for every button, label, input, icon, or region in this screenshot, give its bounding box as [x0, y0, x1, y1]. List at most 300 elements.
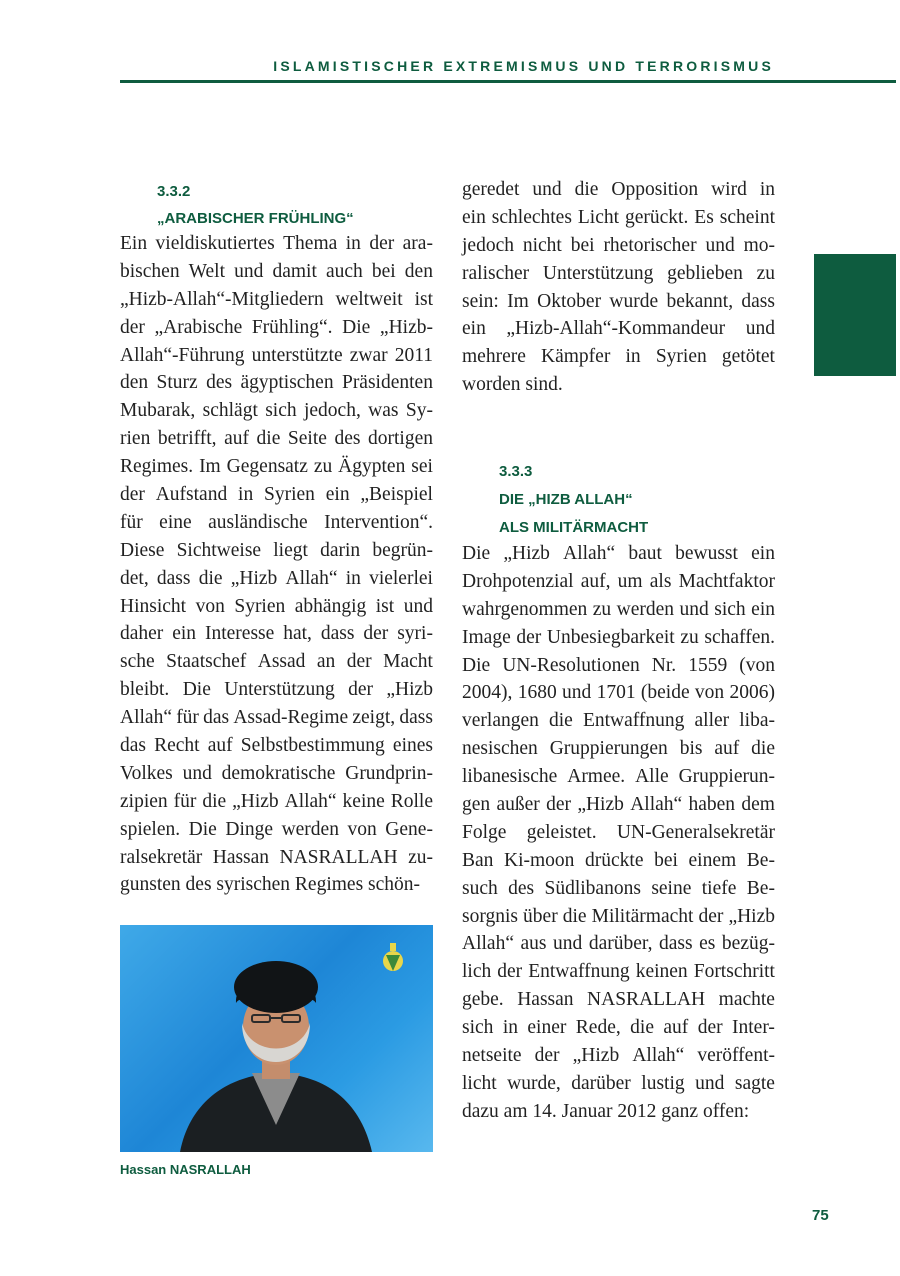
word: Allah“	[120, 707, 172, 729]
word: bekannt,	[666, 290, 734, 312]
word: liba-	[739, 710, 775, 732]
word: Selbstbestimmung	[240, 735, 385, 757]
word: Südlibanons	[544, 877, 641, 899]
word: zu	[592, 598, 612, 620]
word: ägyptischen	[240, 372, 334, 394]
text-line	[120, 593, 433, 621]
word: Hassan	[212, 846, 270, 868]
word: libanesische	[462, 766, 558, 788]
word: und	[403, 595, 433, 617]
word: Rede,	[575, 1017, 621, 1039]
word: Allah“	[630, 794, 683, 816]
word: von	[694, 682, 725, 704]
word: drückte	[585, 849, 644, 871]
word: Rolle	[390, 790, 433, 812]
word: an	[316, 651, 336, 673]
word: gebe.	[462, 989, 504, 1011]
word: ist	[375, 595, 395, 617]
word: lustig	[641, 1072, 685, 1094]
text-line	[120, 732, 433, 760]
text-line	[462, 1070, 775, 1098]
word: „Hizb-	[379, 316, 433, 338]
text-line	[462, 1098, 775, 1126]
text-line	[120, 816, 433, 844]
text-line	[462, 315, 775, 343]
word: Recht	[154, 735, 200, 757]
word: außer	[496, 794, 540, 816]
text-line	[120, 871, 433, 899]
word: schlägt	[202, 400, 258, 422]
word: aus	[520, 933, 547, 955]
word: dass	[320, 623, 355, 645]
word: in	[238, 484, 254, 506]
word: haben	[688, 794, 736, 816]
word: bei	[371, 260, 396, 282]
word: der	[546, 794, 571, 816]
word: aller	[694, 710, 730, 732]
word: einem	[688, 849, 737, 871]
word: betrifft,	[157, 428, 217, 450]
word: Unterstützung	[542, 262, 654, 284]
word: vieldiskutiertes	[155, 233, 275, 254]
text-line	[462, 232, 775, 260]
word: darüber,	[588, 933, 653, 955]
word: sein:	[462, 290, 499, 312]
word: der	[698, 905, 724, 927]
word: Die	[342, 316, 371, 338]
word: Unbesiegbarkeit	[546, 626, 675, 648]
word: zwar	[349, 344, 388, 366]
word: Es	[694, 206, 714, 228]
word: 1559	[688, 654, 728, 676]
word: der	[697, 1017, 723, 1039]
word: Oktober	[537, 290, 602, 312]
word: Im	[199, 456, 221, 478]
word: Thema	[283, 233, 338, 254]
word: Regimes.	[120, 456, 194, 478]
word: mehrere	[462, 346, 526, 368]
word: Hassan	[517, 989, 574, 1011]
word: daher	[120, 623, 164, 645]
word: Image	[462, 626, 511, 648]
text-line	[462, 930, 775, 958]
text-line	[120, 509, 433, 537]
word: rien	[120, 428, 151, 450]
word: Ägypten	[338, 456, 406, 478]
word: scheint	[719, 206, 775, 228]
word: mo-	[743, 234, 775, 256]
word: nicht	[522, 234, 562, 256]
text-line	[462, 596, 775, 624]
word: „Hizb	[572, 1045, 620, 1067]
word: Ki-moon	[504, 849, 575, 871]
word: auf	[224, 428, 249, 450]
word: über	[523, 905, 558, 927]
word: werden	[281, 818, 339, 840]
word: damit	[272, 260, 317, 282]
word: NASRALLAH	[587, 989, 706, 1011]
chapter-side-tab	[814, 254, 896, 376]
word: UN-Generalsekretär	[616, 821, 775, 843]
word: spielen.	[120, 818, 181, 840]
word: die	[562, 905, 587, 927]
word: Folge	[462, 821, 507, 843]
word: Seite	[287, 428, 327, 450]
word: den	[404, 260, 433, 282]
word: bezüg-	[721, 933, 775, 955]
word: Nr.	[651, 654, 677, 676]
word: auf	[663, 1017, 689, 1039]
word: Welt	[188, 260, 226, 282]
word: geleistet.	[526, 821, 597, 843]
emblem-icon	[383, 943, 403, 971]
word: Allah“	[462, 933, 514, 955]
word: wahrgenommen	[462, 598, 588, 620]
word: ein	[751, 543, 775, 564]
word: der	[534, 1045, 560, 1067]
word: wird	[711, 179, 747, 200]
word: Die	[462, 543, 491, 564]
word: die	[574, 179, 599, 200]
text-line-content: gunsten des syrischen Regimes schön-	[120, 874, 421, 896]
word: (beide	[640, 682, 690, 704]
word: zu	[680, 626, 699, 648]
photo-caption: Hassan NASRALLAH	[120, 1162, 251, 1177]
word: und	[182, 762, 212, 784]
word: 2004),	[462, 682, 513, 704]
word: Macht	[383, 651, 433, 673]
text-line	[462, 958, 775, 986]
word: bei	[570, 234, 595, 256]
word: in	[345, 567, 361, 589]
word: des	[508, 877, 535, 899]
right-text-column-top	[462, 176, 775, 399]
word: ein	[751, 598, 775, 620]
word: „Hizb-Allah“-Mitgliedern	[120, 288, 324, 310]
section-3-3-3-title-line-2: ALS MILITÄRMACHT	[499, 519, 649, 536]
word: zipien	[120, 790, 168, 812]
word: syri-	[397, 623, 433, 645]
text-line	[120, 648, 433, 676]
word: auf	[714, 738, 740, 760]
word: Volkes	[120, 762, 173, 784]
word: der	[497, 961, 523, 983]
word: Unterstützung	[224, 679, 335, 701]
word: bischen	[120, 260, 180, 282]
word: NASRALLAH	[279, 846, 398, 868]
word: jedoch	[462, 234, 514, 256]
word: sorgnis	[462, 905, 518, 927]
word: zu	[313, 456, 333, 478]
word: „Hizb	[728, 905, 775, 927]
text-line	[120, 844, 433, 872]
word: für	[176, 707, 199, 729]
word: Mubarak,	[120, 400, 196, 422]
word: sich	[714, 598, 746, 620]
word: Frühling“.	[251, 316, 333, 338]
word: Im	[507, 290, 529, 312]
word: Die	[188, 818, 217, 840]
text-line	[462, 568, 775, 596]
word: Hinsicht	[120, 595, 187, 617]
word: Sy-	[405, 400, 433, 422]
portrait-illustration	[120, 925, 433, 1152]
text-line	[120, 425, 433, 453]
word: getötet	[721, 346, 775, 368]
word: bleibt.	[120, 679, 170, 701]
word: veröffent-	[697, 1045, 775, 1067]
word: gen	[462, 794, 491, 816]
word: Sichtweise	[176, 539, 262, 561]
word: Assad	[257, 651, 306, 673]
word: Allah“	[563, 543, 616, 564]
word: Syrien	[655, 346, 707, 368]
text-line	[120, 676, 433, 704]
word: Assad-Regime	[233, 707, 349, 729]
word: Syrien	[234, 595, 286, 617]
word: „Beispiel	[360, 484, 433, 506]
right-text-column-bottom	[462, 540, 775, 1126]
word: Militärmacht	[591, 905, 694, 927]
word: Gegensatz	[226, 456, 308, 478]
text-line	[462, 624, 775, 652]
word: weltweit	[335, 288, 403, 310]
word: Grundprin-	[345, 762, 433, 784]
word: zu-	[408, 846, 433, 868]
word: auch	[325, 260, 363, 282]
word: Präsidenten	[341, 372, 433, 394]
word: die	[549, 710, 573, 732]
word: demokratische	[221, 762, 336, 784]
text-line	[462, 176, 775, 204]
word: keine	[342, 790, 385, 812]
word: eines	[392, 735, 433, 757]
text-line	[462, 763, 775, 791]
text-line	[462, 652, 775, 680]
word: „Hizb	[577, 794, 624, 816]
text-line	[120, 453, 433, 481]
text-line	[462, 343, 775, 371]
word: hat,	[283, 623, 312, 645]
word: auf,	[580, 570, 611, 592]
text-line-content: dazu am 14. Januar 2012 ganz offen:	[462, 1100, 750, 1122]
word: bis	[679, 738, 703, 760]
word: netseite	[462, 1045, 522, 1067]
word: ist	[414, 288, 433, 310]
word: die	[202, 790, 227, 812]
word: Alle	[635, 766, 669, 788]
word: ein	[172, 623, 197, 645]
word: „Arabische	[154, 316, 243, 338]
word: und	[705, 234, 735, 256]
word: begrün-	[372, 539, 433, 561]
text-line	[462, 679, 775, 707]
section-3-3-2-number: 3.3.2	[157, 183, 191, 200]
word: jedoch,	[303, 400, 361, 422]
word: Gruppierun-	[678, 766, 775, 788]
word: tiefe	[701, 877, 737, 899]
word: darüber	[571, 1072, 631, 1094]
word: ara-	[402, 233, 433, 254]
word: des	[334, 428, 361, 450]
word: es	[699, 933, 716, 955]
word: Intervention“.	[324, 511, 433, 533]
word: schlechtes	[491, 206, 572, 228]
section-3-3-2-title: „ARABISCHER FRÜHLING“	[157, 210, 354, 227]
word: zu	[756, 262, 775, 284]
word: Kämpfer	[541, 346, 611, 368]
word: dass	[741, 290, 775, 312]
word: Dinge	[225, 818, 274, 840]
word: werden	[616, 598, 675, 620]
left-text-column	[120, 230, 433, 899]
text-line	[120, 286, 433, 314]
word: geblieben	[667, 262, 743, 284]
word: als	[649, 570, 672, 592]
word: in	[345, 233, 361, 254]
word: in	[759, 179, 775, 200]
running-header	[120, 58, 896, 83]
word: sei	[411, 456, 433, 478]
text-line	[462, 735, 775, 763]
word: Licht	[577, 206, 620, 228]
running-header-title: ISLAMISTISCHER EXTREMISMUS UND TERRORISMUS	[273, 58, 774, 74]
word: Staatschef	[166, 651, 247, 673]
word: baut	[628, 543, 662, 564]
word: UN-Resolutionen	[502, 654, 640, 676]
word: eine	[159, 511, 192, 533]
word: wurde	[609, 290, 659, 312]
word: „Hizb	[230, 567, 278, 589]
word: ein	[462, 206, 486, 228]
text-line	[462, 847, 775, 875]
section-3-3-3-number: 3.3.3	[499, 463, 533, 480]
word: 1680	[517, 682, 557, 704]
word: des	[206, 372, 233, 394]
word: sche	[120, 651, 155, 673]
word: der	[346, 651, 372, 673]
word: auf	[207, 735, 233, 757]
word: die	[256, 428, 281, 450]
word: Aufstand	[155, 484, 228, 506]
word: det,	[120, 567, 149, 589]
word: Ein	[120, 233, 148, 254]
word: und	[679, 598, 709, 620]
text-line	[462, 1042, 775, 1070]
word: Inter-	[732, 1017, 775, 1039]
word: nesischen	[462, 738, 538, 760]
word: der	[363, 623, 389, 645]
word: um	[617, 570, 643, 592]
word: 2006)	[729, 682, 775, 704]
text-line	[120, 537, 433, 565]
word: Sturz	[156, 372, 198, 394]
word: 1701	[596, 682, 636, 704]
text-line	[462, 986, 775, 1014]
word: liegt	[273, 539, 308, 561]
text-line	[120, 342, 433, 370]
word: und	[695, 1072, 725, 1094]
text-line	[120, 565, 433, 593]
word: in	[502, 1017, 518, 1039]
text-line	[462, 540, 775, 568]
word: das	[203, 707, 230, 729]
word: den	[120, 372, 149, 394]
word: ein	[325, 484, 350, 506]
word: ralischer	[462, 262, 530, 284]
word: geredet	[462, 179, 520, 200]
word: keinen	[635, 961, 688, 983]
word: Entwaffnung	[528, 961, 630, 983]
text-line	[120, 314, 433, 342]
word: verlangen	[462, 710, 539, 732]
word: Ban	[462, 849, 494, 871]
word: der	[120, 316, 145, 338]
word: ausländische	[208, 511, 308, 533]
word: Allah“	[284, 790, 337, 812]
word: dass	[156, 567, 191, 589]
word: Be-	[746, 877, 775, 899]
word: und	[532, 179, 562, 200]
word: der	[369, 233, 395, 254]
word: machte	[718, 989, 775, 1011]
word: Allah“	[285, 567, 338, 589]
word: Machtfaktor	[678, 570, 775, 592]
word: von	[347, 818, 377, 840]
word: sagte	[734, 1072, 775, 1094]
word: wurde,	[507, 1072, 561, 1094]
word: und	[745, 318, 775, 340]
word: sich	[462, 1017, 494, 1039]
word: die	[751, 738, 775, 760]
word: sich	[265, 400, 297, 422]
word: „Hizb	[386, 679, 433, 701]
word: schaffen.	[704, 626, 775, 648]
word: der	[120, 484, 145, 506]
word: Gene-	[385, 818, 433, 840]
word: Die	[462, 654, 491, 676]
word: dem	[741, 794, 775, 816]
word: licht	[462, 1072, 497, 1094]
word: der	[348, 679, 374, 701]
word: vielerlei	[369, 567, 433, 589]
word: „Hizb-Allah“-Kommandeur	[506, 318, 726, 340]
text-line	[462, 371, 775, 399]
word: Allah“-Führung	[120, 344, 245, 366]
text-line	[120, 620, 433, 648]
text-line	[462, 204, 775, 232]
word: „Hizb	[503, 543, 550, 564]
word: die	[630, 1017, 654, 1039]
word: und	[562, 682, 592, 704]
word: bei	[654, 849, 678, 871]
word: das	[120, 735, 146, 757]
word: Fortschritt	[693, 961, 775, 983]
section-3-3-3-title-line-1: DIE „HIZB ALLAH“	[499, 491, 633, 508]
word: der	[516, 626, 542, 648]
text-line	[462, 707, 775, 735]
word: Diese	[120, 539, 165, 561]
word: 2011	[394, 344, 433, 366]
word: dortigen	[368, 428, 433, 450]
word: lich	[462, 961, 492, 983]
word: abhängig	[294, 595, 367, 617]
word: Opposition	[611, 179, 699, 200]
word: Drohpotenzial	[462, 570, 574, 592]
text-line	[462, 1014, 775, 1042]
word: für	[120, 511, 143, 533]
word: unterstützte	[251, 344, 343, 366]
